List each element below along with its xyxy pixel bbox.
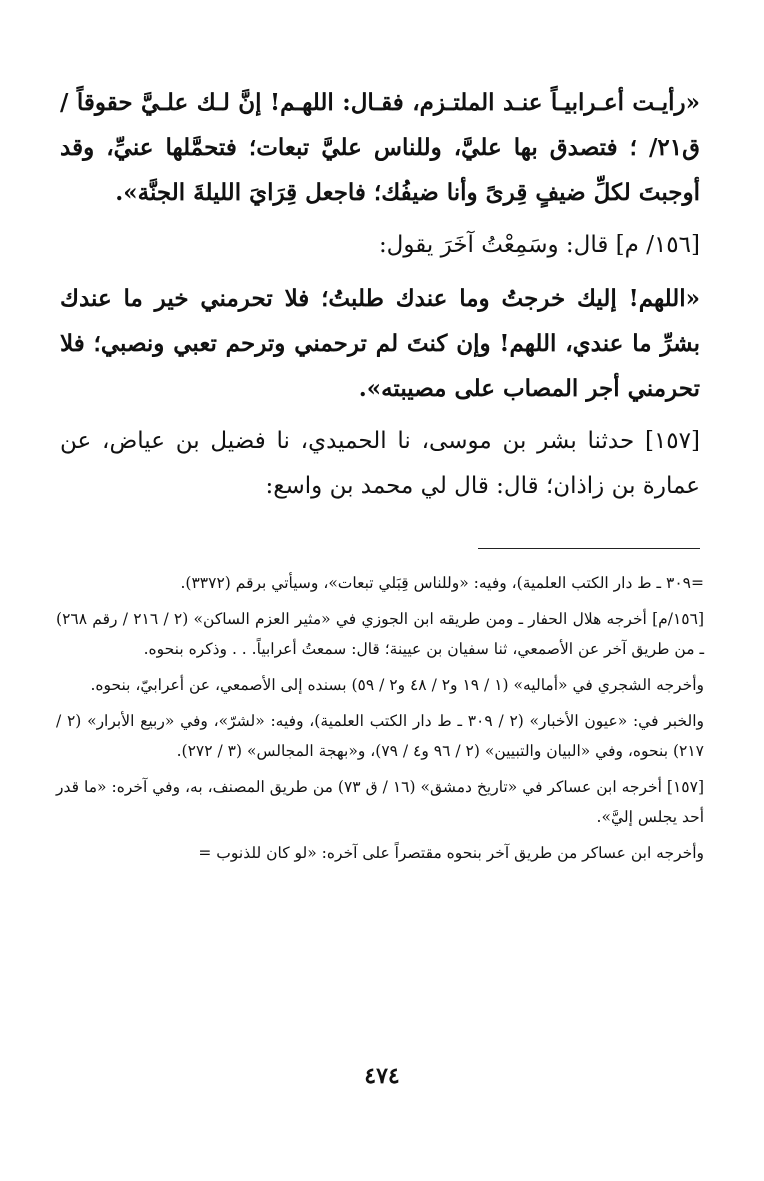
footnote-156m: [١٥٦/م] أخرجه هلال الحفار ـ ومن طريقه ابن الجوزي في «مثير العزم الساكن» (٢ / ٢١٦ / رقم ٢٦٨) ـ من طريق آخر عن الأصمعي، ثنا سفيان بن عيينة؛ قال: سمعتُ أعرابياً. . . وذكره بنحوه. <box>56 610 704 658</box>
footnotes-block <box>56 568 704 874</box>
footnote-ibn-asakir: وأخرجه ابن عساكر من طريق آخر بنحوه مقتصراً على آخره: «لو كان للذنوب = <box>198 844 704 862</box>
quote-paragraph-2: «اللهم! إليك خرجتُ وما عندك طلبتُ؛ فلا تحرمني خير ما عندك بشرِّ ما عندي، اللهم! وإن كنتَ لم ترحمني وترحم تعبي ونصبي؛ فلا تحرمني أجر المصاب على مصيبته». <box>60 285 700 402</box>
page-number: ٤٧٤ <box>364 1063 400 1089</box>
footnote-separator <box>478 548 700 549</box>
footnote-sources: والخبر في: «عيون الأخبار» (٢ / ٣٠٩ ـ ط دار الكتب العلمية)، وفيه: «لشرّ»، وفي «ربيع الأبرار» (٢ / ٢١٧) بنحوه، وفي «البيان والتبيين» (٢ / ٩٦ و٤ / ٧٩)، و«بهجة المجالس» (٣ / ٢٧٢). <box>56 712 704 760</box>
narration-156-heading: [١٥٦/ م] قال: وسَمِعْتُ آخَرَ يقول: <box>378 232 700 258</box>
quote-paragraph-1: «رأيـت أعـرابيـاً عنـد الملتـزم، فقـال: اللهـم! إنَّ لـك علـيَّ حقوقاً / ق٢١/ ؛ فتصدق بها عليَّ، وللناس عليَّ تبعات؛ فتحمَّلها عنيِّ، وقد أوجبتَ لكلِّ ضيفٍ قِرىً وأنا ضيفُك؛ فاجعل قِرَايَ الليلةَ الجنَّة». <box>60 89 700 206</box>
main-text-block <box>60 80 700 509</box>
footnote-157: [١٥٧] أخرجه ابن عساكر في «تاريخ دمشق» (١٦ / ق ٧٣) من طريق المصنف، به، وفي آخره: «ما قدر أحد يجلس إليَّ». <box>56 778 704 826</box>
footnote-continuation: =٣٠٩ ـ ط دار الكتب العلمية)، وفيه: «وللناس قِبَلي تبعات»، وسيأتي برقم (٣٣٧٢). <box>180 574 704 592</box>
narration-157-isnad: [١٥٧] حدثنا بشر بن موسى، نا الحميدي، نا فضيل بن عياض، عن عمارة بن زاذان؛ قال: قال لي محمد بن واسع: <box>60 428 700 499</box>
footnote-shajari: وأخرجه الشجري في «أماليه» (١ / ١٩ و٢ / ٤٨ و٢ / ٥٩) بسنده إلى الأصمعي، عن أعرابيّ، بنحوه. <box>90 676 704 694</box>
